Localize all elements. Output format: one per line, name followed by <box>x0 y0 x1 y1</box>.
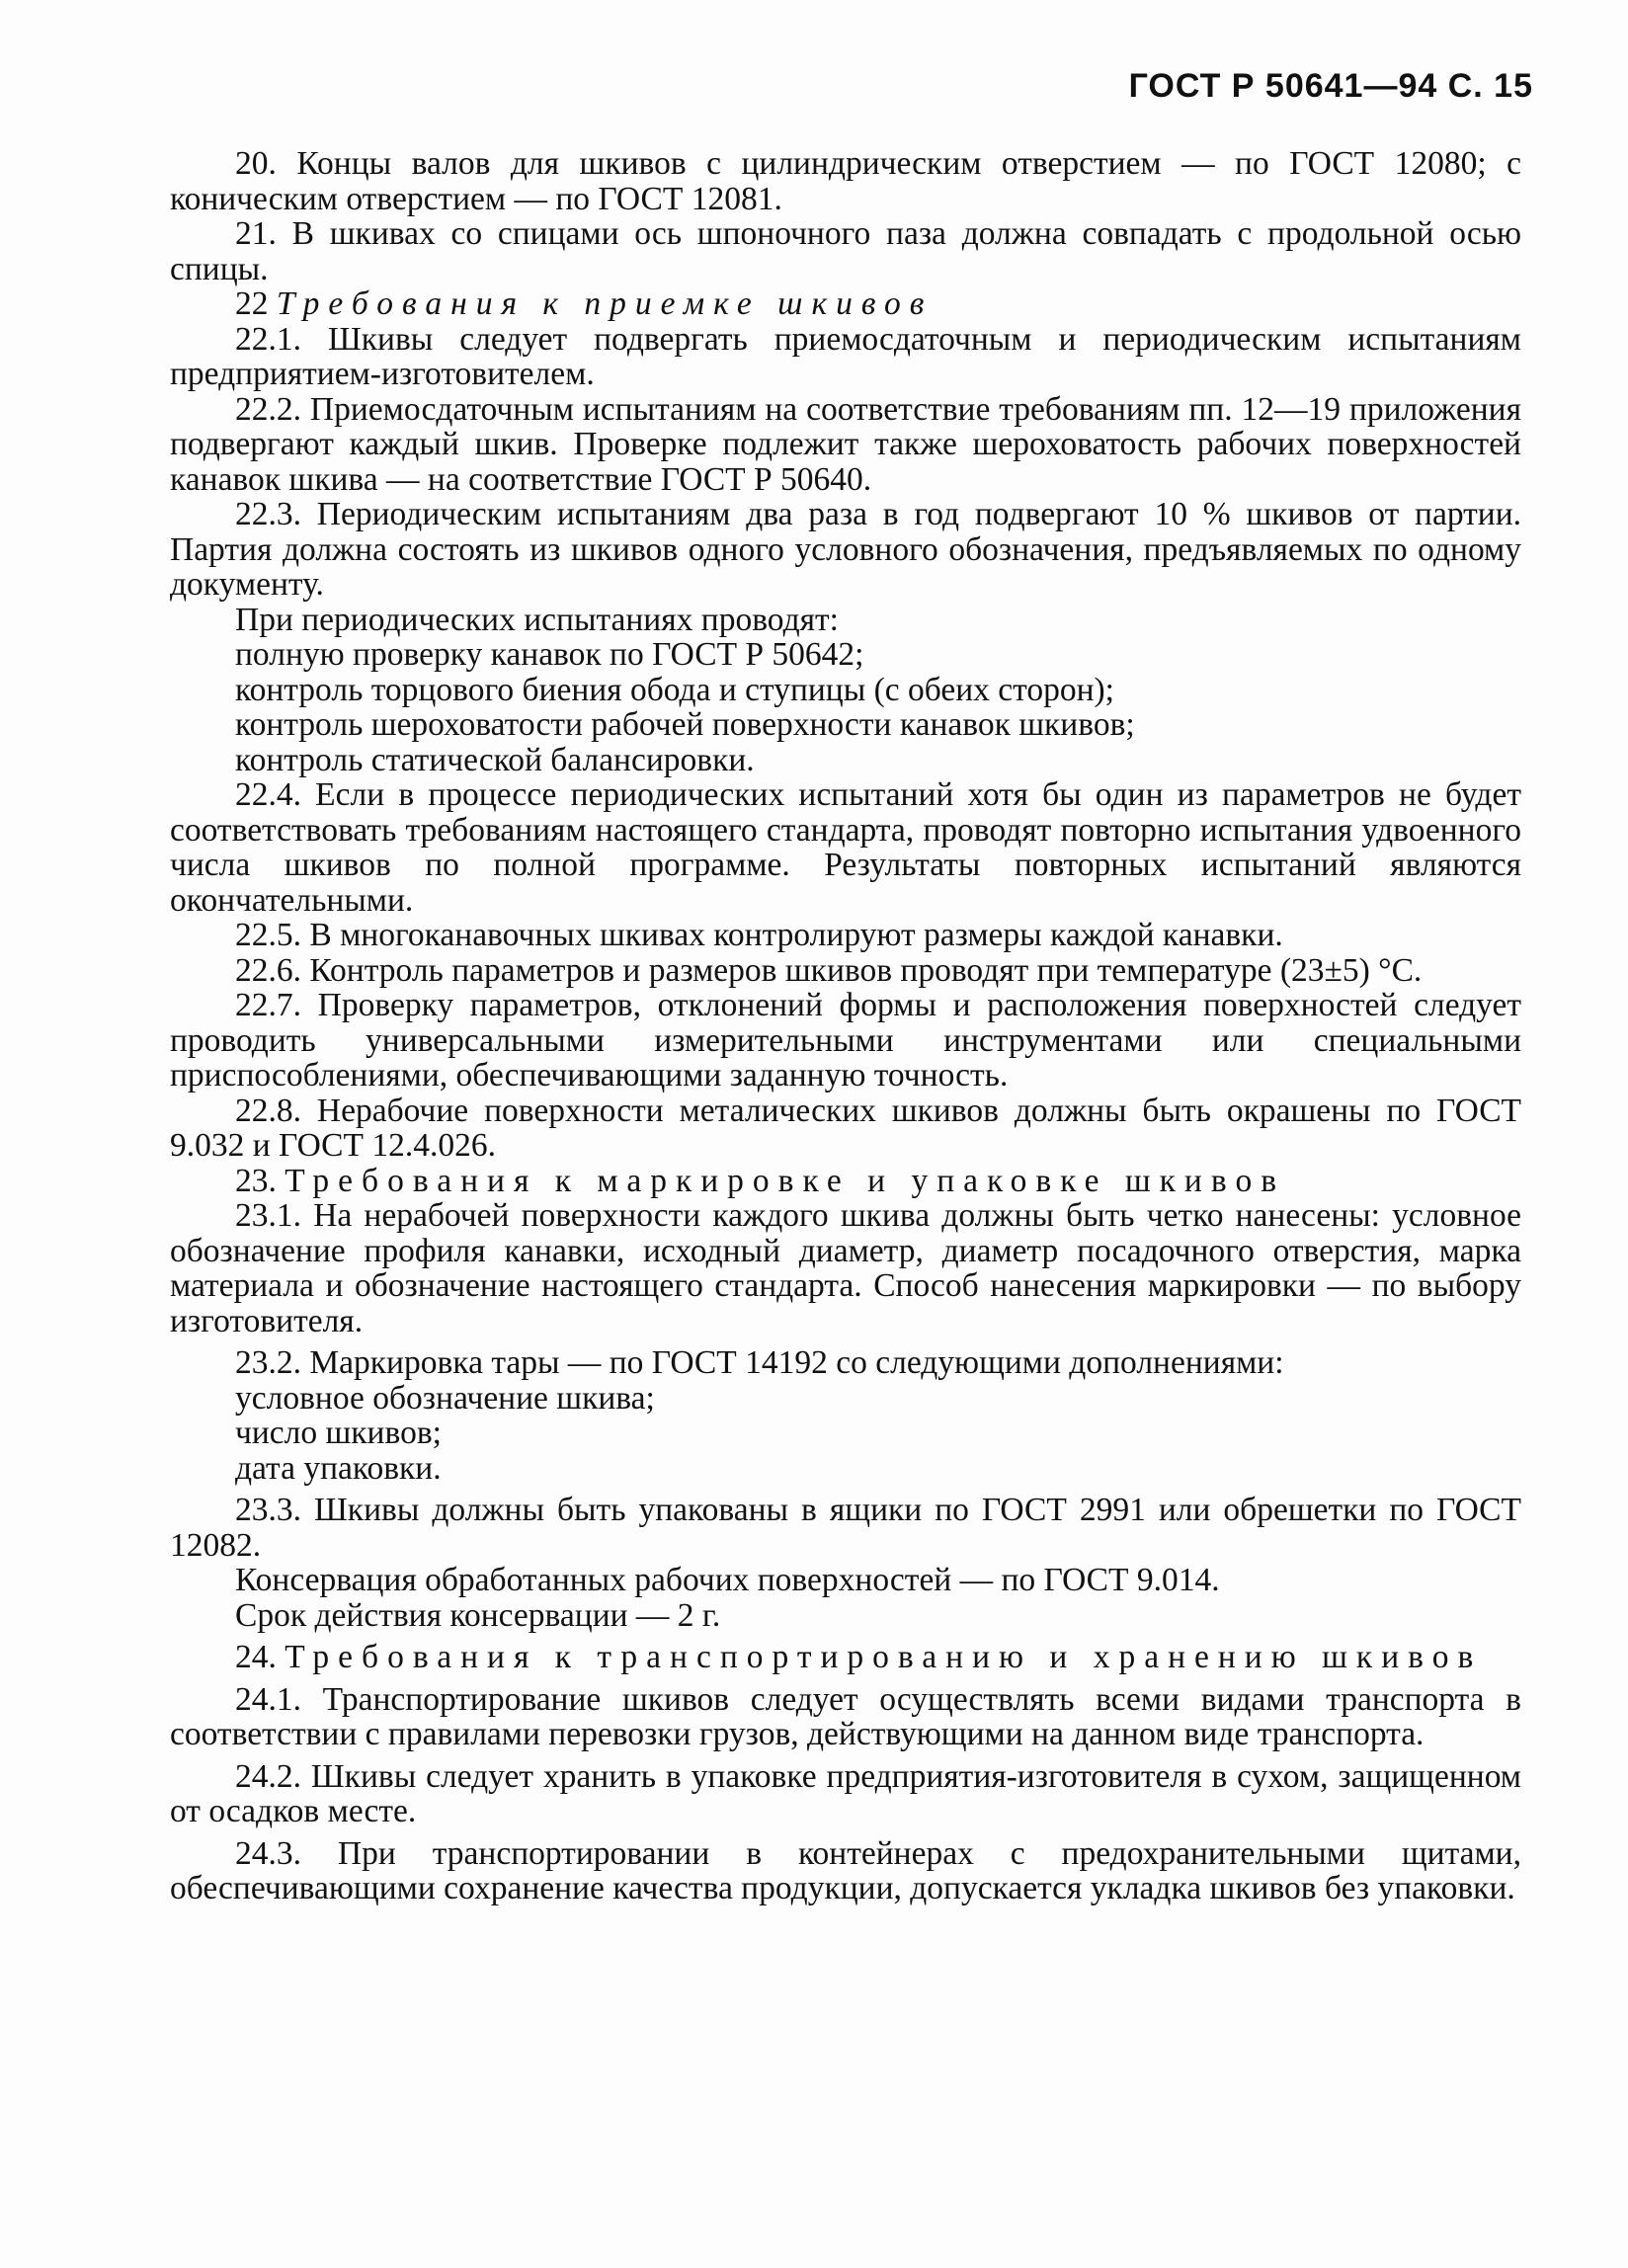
paragraph-22-8: 22.8. Нерабочие поверхности металических шкивов должны быть окрашены по ГОСТ 9.032 и ГОСТ 12.4.026. <box>170 1092 1521 1164</box>
list-item: контроль торцового биения обода и ступицы (с обеих сторон); <box>235 671 1114 708</box>
list-item: контроль шероховатости рабочей поверхности канавок шкивов; <box>235 706 1135 743</box>
paragraph-23-3: 23.3. Шкивы должны быть упакованы в ящики по ГОСТ 2991 или обрешетки по ГОСТ 12082. <box>170 1492 1521 1564</box>
paragraph-22-3: 22.3. Периодическим испытаниям два раза в год подвергают 10 % шкивов от партии. Партия должна состоять из шкивов одного условного обозначения, предъявляемых по одному документу. <box>170 496 1521 603</box>
paragraph-21: 21. В шкивах со спицами ось шпоночного паза должна совпадать с продольной осью спицы. <box>170 215 1521 287</box>
paragraph-22-2: 22.2. Приемосдаточным испытаниям на соответствие требованиям пп. 12—19 приложения подвергают каждый шкив. Проверке подлежит также шероховатость рабочих поверхностей канавок шкива — на соответствие ГОСТ Р 50640. <box>170 390 1521 498</box>
section-title: Требования к транспортированию и хранению шкивов <box>285 1639 1483 1675</box>
section-heading-23 <box>170 1164 1521 1199</box>
paragraph-22-6: 22.6. Контроль параметров и размеров шкивов проводят при температуре (23±5) °С. <box>235 951 1423 989</box>
section-heading-24 <box>170 1640 1521 1675</box>
paragraph-23-2: 23.2. Маркировка тары — по ГОСТ 14192 со следующими дополнениями: <box>235 1344 1284 1381</box>
paragraph-24-1: 24.1. Транспортирование шкивов следует осуществлять всеми видами транспорта в соответствии с правилами перевозки грузов, действующими на данном виде транспорта. <box>170 1680 1521 1752</box>
section-number: 24. <box>235 1639 277 1675</box>
list-item: контроль статической балансировки. <box>235 741 755 778</box>
list-item: число шкивов; <box>235 1415 442 1451</box>
document-body <box>170 146 1521 1906</box>
section-title: Требования к приемке шкивов <box>276 285 934 322</box>
list-item: условное обозначение шкива; <box>235 1379 655 1417</box>
paragraph-20: 20. Концы валов для шкивов с цилиндрическим отверстием — по ГОСТ 12080; с коническим отверстием — по ГОСТ 12081. <box>170 145 1521 217</box>
list-item: дата упаковки. <box>235 1449 442 1487</box>
paragraph-23-3-a: Консервация обработанных рабочих поверхностей — по ГОСТ 9.014. <box>235 1562 1220 1598</box>
section-number: 22 <box>235 285 269 322</box>
page-header: ГОСТ Р 50641—94 С. 15 <box>1128 67 1533 105</box>
paragraph-22-3-intro: При периодических испытаниях проводят: <box>235 601 839 638</box>
list-item: полную проверку канавок по ГОСТ Р 50642; <box>235 636 864 673</box>
paragraph-22-4: 22.4. Если в процессе периодических испытаний хотя бы один из параметров не будет соответствовать требованиям настоящего стандарта, проводят повторно испытания удвоенного числа шкивов по полной программе. Результаты повторных испытаний являются окончательными. <box>170 776 1521 919</box>
paragraph-24-3: 24.3. При транспортировании в контейнерах с предохранительными щитами, обеспечивающими сохранение качества продукции, допускается укладка шкивов без упаковки. <box>170 1834 1521 1906</box>
paragraph-23-1: 23.1. На нерабочей поверхности каждого шкива должны быть четко нанесены: условное обозначение профиля канавки, исходный диаметр, диаметр посадочного отверстия, марка материала и обозначение настоящего стандарта. Способ нанесения маркировки — по выбору изготовителя. <box>170 1197 1521 1339</box>
paragraph-22-5: 22.5. В многоканавочных шкивах контролируют размеры каждой канавки. <box>235 917 1283 953</box>
section-title: Требования к маркировке и упаковке шкивов <box>285 1162 1286 1199</box>
paragraph-22-1: 22.1. Шкивы следует подвергать приемосдаточным и периодическим испытаниям предприятием-изготовителем. <box>170 320 1521 392</box>
paragraph-23-3-b: Срок действия консервации — 2 г. <box>235 1596 721 1634</box>
section-number: 23. <box>235 1162 277 1199</box>
paragraph-22-7: 22.7. Проверку параметров, отклонений формы и расположения поверхностей следует проводить универсальными измерительными инструментами или специальными приспособлениями, обеспечивающими заданную точность. <box>170 987 1521 1094</box>
paragraph-24-2: 24.2. Шкивы следует хранить в упаковке предприятия-изготовителя в сухом, защищенном от осадков месте. <box>170 1757 1521 1829</box>
section-heading-22 <box>170 286 1521 322</box>
